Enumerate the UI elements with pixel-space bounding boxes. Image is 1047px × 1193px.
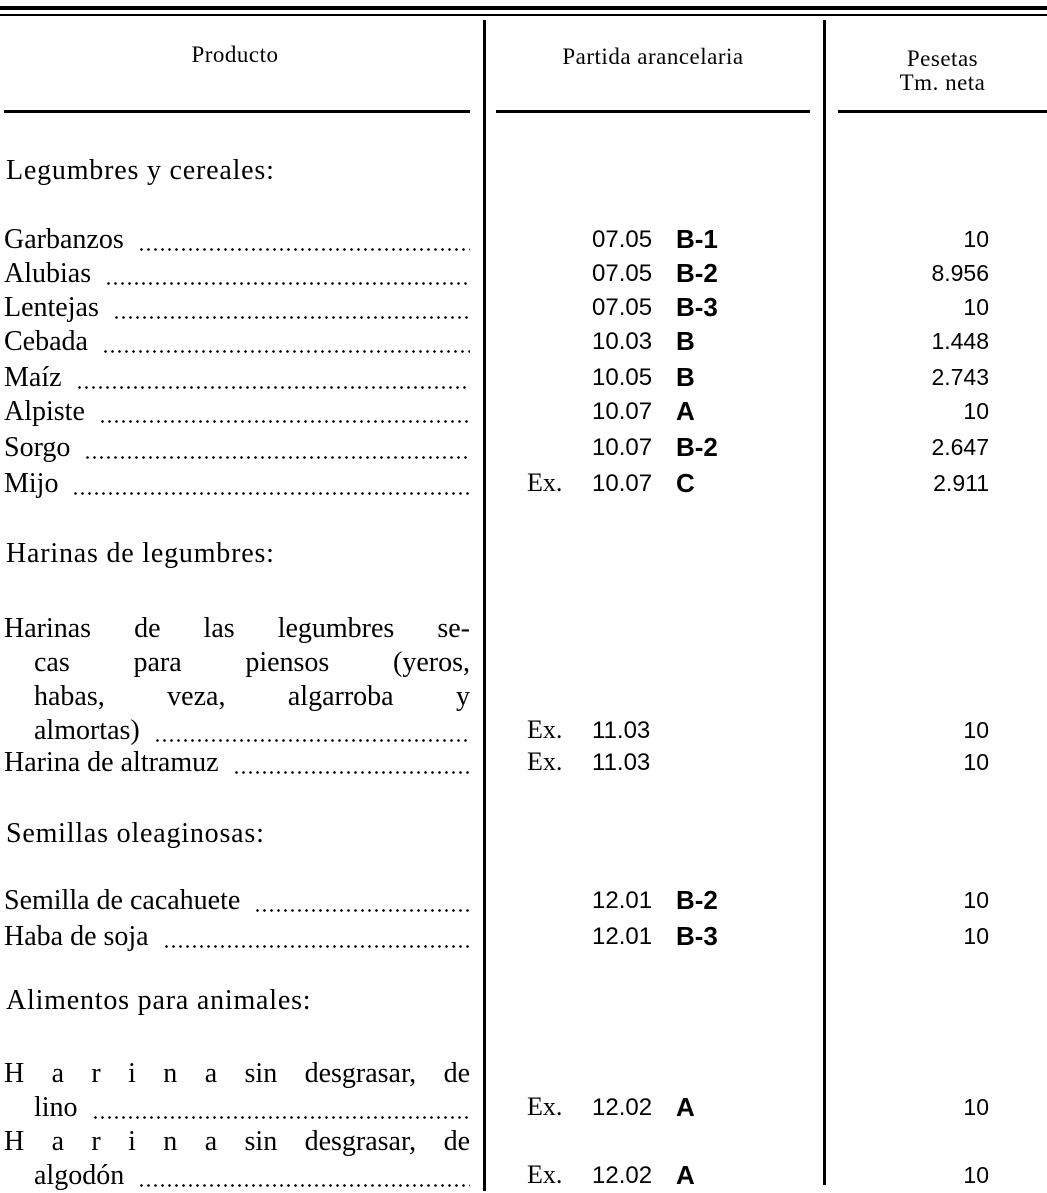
tariff-code: 11.03 (592, 717, 651, 744)
row-label: Harina de altramuz (4, 747, 219, 778)
row-label-continuation: Harinas de las legumbres se- (4, 613, 470, 644)
top-rule-thin (0, 14, 1047, 16)
price-value: 10 (963, 717, 989, 743)
tariff-suffix: B-2 (676, 432, 718, 462)
dot-leader (138, 1184, 470, 1187)
tariff-code: 10.07 (592, 398, 653, 425)
price-value: 8.956 (931, 260, 989, 286)
tariff-suffix: A (676, 1092, 695, 1122)
price-value: 10 (963, 1162, 989, 1188)
header-tm-neta: Tm. neta (899, 70, 986, 95)
section-title: Alimentos para animales: (6, 985, 312, 1016)
tariff-code: 11.03 (592, 749, 651, 776)
tariff-code: 07.05 (592, 294, 653, 321)
dot-leader (102, 350, 470, 353)
tariff-ex: Ex. (527, 715, 563, 744)
tariff-ex: Ex. (527, 1092, 563, 1121)
row-label: Mijo (4, 468, 59, 499)
tariff-suffix: C (676, 468, 695, 498)
price-value: 10 (963, 398, 989, 424)
section-title: Legumbres y cereales: (6, 155, 275, 186)
price-value: 10 (963, 1094, 989, 1120)
tariff-code: 10.05 (592, 364, 653, 391)
dot-leader (113, 316, 470, 319)
tariff-code: 10.07 (592, 470, 653, 497)
dot-leader (163, 945, 470, 948)
column-divider-1 (483, 20, 486, 1191)
tariff-code: 12.01 (592, 887, 653, 914)
price-value: 2.647 (931, 434, 989, 460)
row-label: almortas) (34, 715, 140, 746)
dot-leader (233, 771, 470, 774)
dot-leader (92, 1116, 470, 1119)
tariff-suffix: A (676, 1160, 695, 1190)
price-value: 2.911 (933, 470, 989, 496)
price-value: 2.743 (931, 364, 989, 390)
tariff-code: 10.03 (592, 328, 653, 355)
price-value: 10 (963, 923, 989, 949)
column-divider-2 (823, 20, 826, 1185)
tariff-suffix: B (676, 362, 695, 392)
price-value: 1.448 (931, 328, 989, 354)
header-underline-1 (4, 110, 470, 113)
price-value: 10 (963, 294, 989, 320)
header-partida: Partida arancelaria (562, 44, 744, 69)
price-value: 10 (963, 887, 989, 913)
tariff-code: 07.05 (592, 226, 653, 253)
row-label: Sorgo (4, 432, 71, 463)
tariff-suffix: A (676, 396, 695, 426)
dot-leader (76, 386, 470, 389)
dot-leader (154, 739, 470, 742)
header-underline-3 (838, 110, 1047, 113)
tariff-suffix: B-1 (676, 224, 718, 254)
header-underline-2 (496, 110, 810, 113)
row-label: Semilla de cacahuete (4, 885, 241, 916)
tariff-code: 07.05 (592, 260, 653, 287)
section-title: Harinas de legumbres: (6, 538, 275, 569)
row-label: lino (34, 1092, 78, 1123)
row-label: Maíz (4, 362, 62, 393)
row-label-continuation: H a r i n a sin desgrasar, de (4, 1126, 470, 1157)
dot-leader (138, 248, 470, 251)
top-rule-thick (0, 6, 1047, 10)
row-label: Haba de soja (4, 921, 149, 952)
row-label-continuation: habas, veza, algarroba y (34, 681, 470, 712)
dot-leader (254, 909, 470, 912)
row-label: Alubias (4, 258, 92, 289)
tariff-code: 12.02 (592, 1094, 653, 1121)
row-label: Cebada (4, 326, 88, 357)
dot-leader (72, 492, 470, 495)
header-producto: Producto (191, 42, 279, 67)
row-label: Alpiste (4, 396, 85, 427)
row-label-continuation: H a r i n a sin desgrasar, de (4, 1058, 470, 1089)
tariff-suffix: B-3 (676, 921, 718, 951)
dot-leader (99, 420, 470, 423)
tariff-suffix: B-2 (676, 885, 718, 915)
tariff-suffix: B (676, 326, 695, 356)
row-label: Garbanzos (4, 224, 124, 255)
price-value: 10 (963, 226, 989, 252)
tariff-ex: Ex. (527, 1160, 563, 1189)
tariff-suffix: B-3 (676, 292, 718, 322)
tariff-ex: Ex. (527, 747, 563, 776)
row-label-continuation: cas para piensos (yeros, (34, 647, 470, 678)
dot-leader (105, 282, 470, 285)
tariff-code: 12.01 (592, 923, 653, 950)
tariff-ex: Ex. (527, 468, 563, 497)
tariff-suffix: B-2 (676, 258, 718, 288)
dot-leader (84, 456, 470, 459)
header-pesetas: Pesetas (906, 46, 979, 71)
section-title: Semillas oleaginosas: (6, 818, 265, 849)
price-value: 10 (963, 749, 989, 775)
tariff-code: 12.02 (592, 1162, 653, 1189)
tariff-code: 10.07 (592, 434, 653, 461)
row-label: Lentejas (4, 292, 99, 323)
row-label: algodón (34, 1160, 125, 1191)
